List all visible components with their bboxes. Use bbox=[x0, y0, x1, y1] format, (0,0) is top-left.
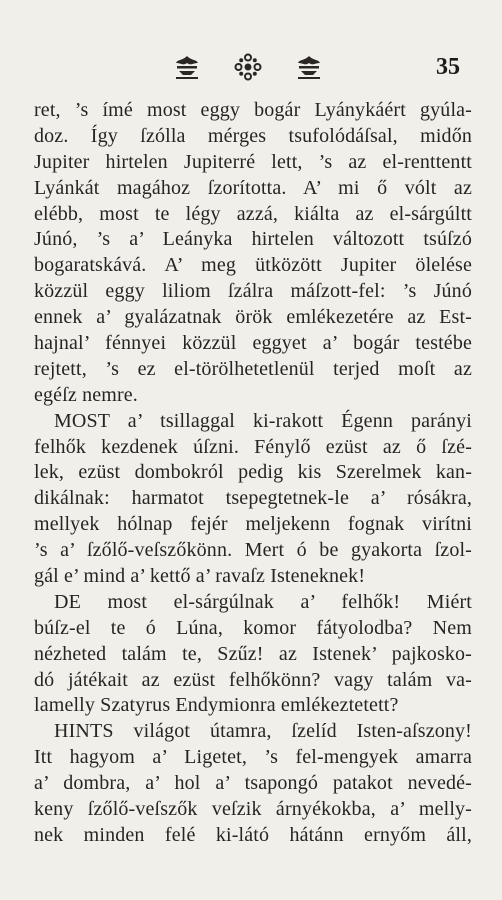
text-line: elébb, most te légy azzá, kiálta az el-sárgúltt bbox=[34, 202, 472, 225]
text-line: HINTS világot útamra, ſzelíd Isten-aſszony! bbox=[54, 720, 472, 743]
text-line: dikálnak: harmatot tsepegtetnek-le a’ rósákra, bbox=[34, 487, 472, 510]
text-line: dó játékait az ezüst felhőkönn? vagy talám va- bbox=[34, 668, 472, 691]
page-header bbox=[0, 52, 502, 86]
text-line: ennek a’ gyalázatnak örök emlékezetére az Est- bbox=[34, 306, 472, 329]
text-line: Lyánkát magához ſzorította. A’ mi ő vólt az bbox=[34, 176, 472, 199]
text-line: hajnal’ fénnyei közzül eggyet a’ bogár testébe bbox=[34, 332, 472, 355]
text-line: gál e’ mind a’ kettő a’ ravaſz Isteneknek! bbox=[34, 565, 366, 588]
header-ornaments bbox=[172, 52, 324, 82]
text-line: Jupiter hirtelen Jupiterré lett, ’s az el-renttentt bbox=[34, 150, 472, 173]
text-line: doz. Így ſzólla mérges tsufolódáſsal, midőn bbox=[34, 124, 472, 147]
text-line: DE most el-sárgúlnak a’ felhők! Miért bbox=[54, 590, 472, 613]
text-line: nek minden felé ki-látó hátánn ernyőm áll, bbox=[34, 823, 472, 846]
page-number: 35 bbox=[436, 54, 460, 80]
text-line: MOST a’ tsillaggal ki-rakott Égenn parányi bbox=[54, 409, 472, 432]
text-line: lamelly Szatyrus Endymionra emlékeztetett? bbox=[34, 694, 399, 717]
text-line: közzül eggy liliom ſzálra máſzott-fel: ’s Júnó bbox=[34, 280, 472, 303]
text-line: felhők kezdenek úſzni. Fénylő ezüst az ő ſzé- bbox=[34, 435, 472, 458]
text-line: búſz-el te ó Lúna, komor fátyolodba? Nem bbox=[34, 616, 472, 639]
text-line: rejtett, ’s ez el-törölhetetlenül terjed moſt az bbox=[34, 357, 472, 380]
body-text bbox=[34, 98, 472, 849]
ornament-icon bbox=[172, 53, 202, 81]
flower-star-icon bbox=[233, 52, 263, 82]
text-line: ’s a’ ſzőlő-veſszőkönn. Mert ó be gyakorta ſzol- bbox=[34, 539, 472, 562]
text-line: mellyek hólnap fejér meljekenn fognak virítni bbox=[34, 513, 472, 536]
text-line: egéſz nemre. bbox=[34, 383, 138, 406]
text-line: keny ſzőlő-veſszők veſzik árnyékokba, a’ melly- bbox=[34, 798, 472, 821]
text-line: lek, ezüst dombokról pedig kis Szerelmek kan- bbox=[34, 461, 472, 484]
text-line: a’ dombra, a’ hol a’ tsapongó patakot nevedé- bbox=[34, 772, 472, 795]
ornament-icon bbox=[294, 53, 324, 81]
text-line: Itt hagyom a’ Ligetet, ’s fel-mengyek amarra bbox=[34, 746, 472, 769]
text-line: ret, ’s ímé most eggy bogár Lyánykáért gyúla- bbox=[34, 99, 472, 121]
text-line: bogaratskává. A’ meg ütközött Jupiter ölelése bbox=[34, 254, 472, 277]
text-line: Júnó, ’s a’ Leányka hirtelen változott tsúſzó bbox=[34, 228, 472, 251]
text-line: nézheted talám te, Szűz! az Istenek’ pajkosko- bbox=[34, 642, 472, 665]
